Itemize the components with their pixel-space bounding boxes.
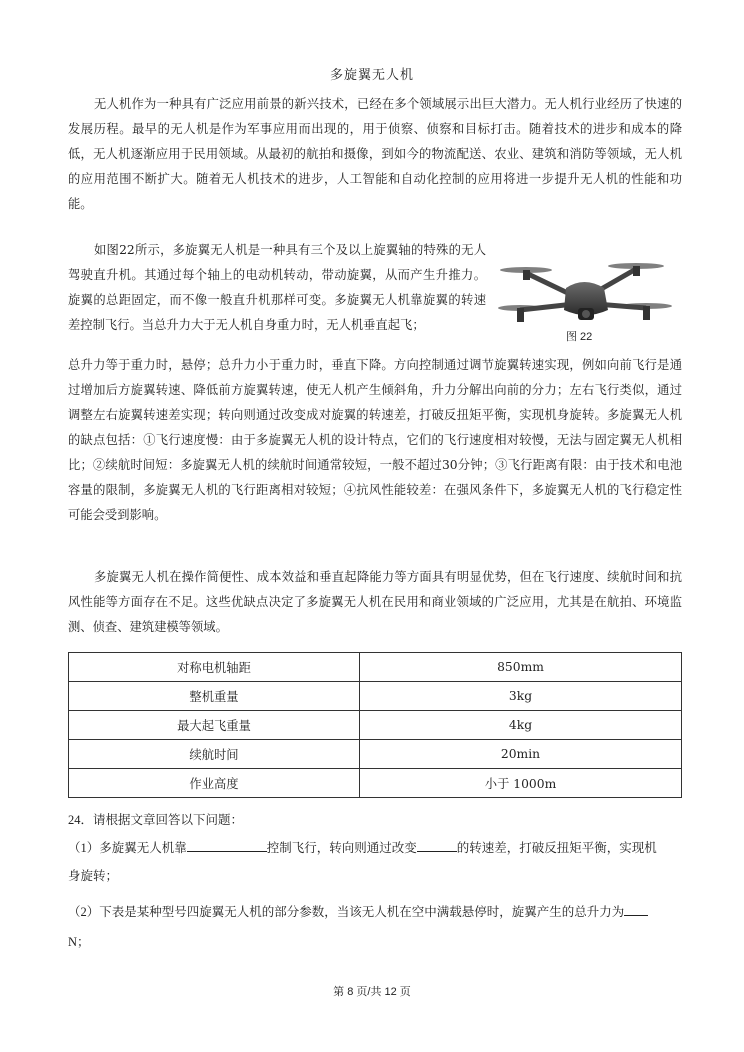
answer-blank-3[interactable] — [624, 902, 648, 916]
table-cell-value: 850mm — [360, 653, 682, 682]
paragraph-intro-text: 无人机作为一种具有广泛应用前景的新兴技术，已经在多个领域展示出巨大潜力。无人机行业经历了快速的发展历程。最早的无人机是作为军事应用而出现的，用于侦察、侦察和目标打击。随着技术的进步和成本的降低，无人机逐渐应用于民用领域。从最初的航拍和摄像，到如今的物流配送、农业、建筑和消防等领域，无人机的应用范围不断扩大。随着无人机技术的进步，人工智能和自动化控制的应用将进一步提升无人机的性能和功能。 — [68, 97, 682, 211]
paragraph-intro — [68, 92, 682, 217]
table-cell-value: 3kg — [360, 682, 682, 711]
answer-blank-1[interactable] — [187, 838, 267, 852]
table-cell-value: 小于 1000m — [360, 769, 682, 798]
question-stem: 24．请根据文章回答以下问题： — [68, 813, 244, 827]
table-cell-label: 整机重量 — [69, 682, 360, 711]
table-cell-label: 对称电机轴距 — [69, 653, 360, 682]
paragraph-principle-text: 如图22所示，多旋翼无人机是一种具有三个及以上旋翼轴的特殊的无人驾驶直升机。其通过每个轴上的电动机转动，带动旋翼，从而产生升推力。旋翼的总距固定，而不像一般直升机那样可变。多旋翼无人机靠旋翼的转速差控制飞行。当总升力大于无人机自身重力时，无人机垂直起飞； — [68, 243, 486, 332]
page-footer: 第 8 页/共 12 页 — [333, 986, 411, 998]
table-row — [69, 769, 682, 798]
table-cell-label: 最大起飞重量 — [69, 711, 360, 740]
question-1 — [68, 834, 688, 862]
paragraph-control-text: 总升力等于重力时，悬停；总升力小于重力时，垂直下降。方向控制通过调节旋翼转速实现，例如向前飞行是通过增加后方旋翼转速、降低前方旋翼转速，使无人机产生倾斜角，升力分解出向前的分力；左右飞行类似，通过调整左右旋翼转速差实现；转向则通过改变成对旋翼的转速差，打破反扭矩平衡，实现机身旋转。多旋翼无人机的缺点包括：①飞行速度慢：由于多旋翼无人机的设计特点，它们的飞行速度相对较慢，无法与固定翼无人机相比；②续航时间短：多旋翼无人机的续航时间通常较短，一般不超过30分钟；③飞行距离有限：由于技术和电池容量的限制，多旋翼无人机的飞行距离相对较短；④抗风性能较差：在强风条件下，多旋翼无人机的飞行稳定性可能会受到影响。 — [68, 358, 682, 522]
answer-blank-2[interactable] — [417, 838, 457, 852]
paragraph-principle — [68, 238, 486, 338]
spec-table — [68, 652, 682, 798]
paragraph-control — [68, 353, 682, 528]
question-1-cont: 身旋转； — [68, 869, 119, 883]
article-title: 多旋翼无人机 — [329, 68, 414, 83]
question-1-text-b: 控制飞行，转向则通过改变 — [266, 841, 417, 855]
table-row — [69, 740, 682, 769]
question-2 — [68, 898, 688, 926]
table-cell-value: 20min — [360, 740, 682, 769]
table-row — [69, 682, 682, 711]
figure-caption: 图 22 — [566, 331, 593, 343]
table-row — [69, 653, 682, 682]
paragraph-summary — [68, 565, 682, 640]
table-cell-value: 4kg — [360, 711, 682, 740]
question-2-cont: N； — [68, 935, 90, 949]
table-cell-label: 续航时间 — [69, 740, 360, 769]
table-cell-label: 作业高度 — [69, 769, 360, 798]
question-2-text: （2）下表是某种型号四旋翼无人机的部分参数，当该无人机在空中满载悬停时，旋翼产生的总升力为 — [68, 905, 625, 919]
question-1-text-a: （1）多旋翼无人机靠 — [68, 841, 187, 855]
paragraph-summary-text: 多旋翼无人机在操作简便性、成本效益和垂直起降能力等方面具有明显优势，但在飞行速度、续航时间和抗风性能等方面存在不足。这些优缺点决定了多旋翼无人机在民用和商业领域的广泛应用，尤其是在航拍、环境监测、侦查、建筑建模等领域。 — [68, 570, 682, 634]
table-row — [69, 711, 682, 740]
question-1-text-c: 的转速差，打破反扭矩平衡，实现机 — [456, 841, 657, 855]
